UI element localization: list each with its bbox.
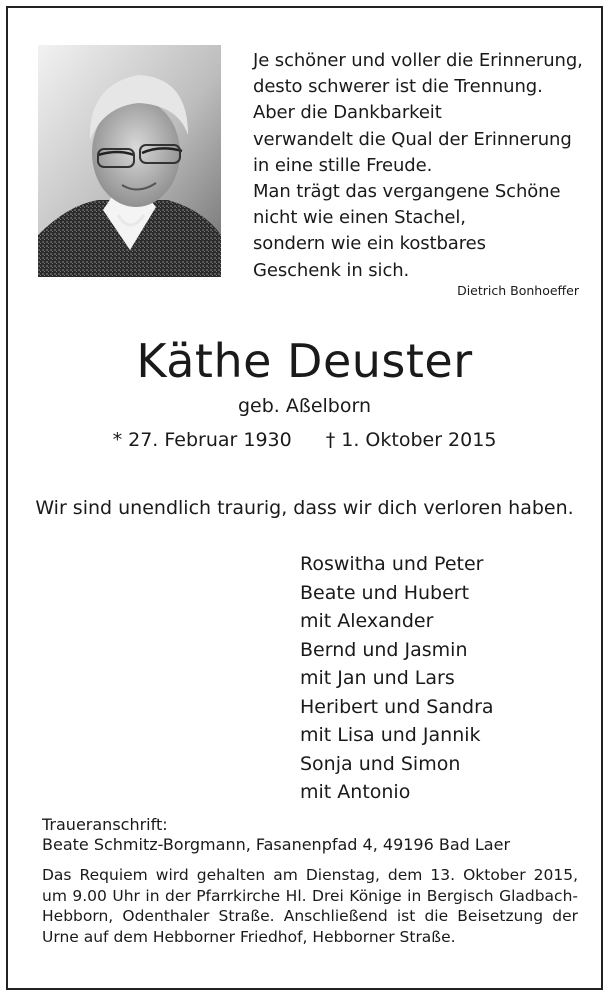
poem-line: nicht wie einen Stachel, (253, 207, 466, 229)
poem-line: verwandelt die Qual der Erinnerung (253, 128, 572, 150)
family-member: mit Lisa und Jannik (300, 724, 481, 746)
poem-line: Je schöner und voller die Erinnerung, (253, 50, 583, 71)
family-member: Heribert und Sandra (300, 695, 494, 718)
death-date: † 1. Oktober 2015 (325, 429, 497, 451)
poem-line: sondern wie ein kostbares (253, 233, 486, 255)
deceased-name: Käthe Deuster (136, 334, 473, 388)
poem-author: Dietrich Bonhoeffer (457, 283, 579, 298)
address-value: Beate Schmitz-Borgmann, Fasanenpfad 4, 49196 Bad Laer (42, 835, 511, 854)
poem-line: Geschenk in sich. (253, 259, 410, 281)
portrait-photo (38, 45, 221, 277)
life-dates (8, 429, 601, 451)
family-member: mit Jan und Lars (300, 667, 455, 689)
requiem-info: Das Requiem wird gehalten am Dienstag, dem 13. Oktober 2015, um 9.00 Uhr in der Pfarrkirche Hl. Drei Könige in Bergisch Gladbach-Hebborn, Odenthaler Straße. Anschließend ist die Beisetzung der Urne auf dem Hebborner Friedhof, Hebborner Straße. (42, 866, 578, 946)
maiden-name: geb. Aßelborn (237, 395, 372, 417)
birth-date: * 27. Februar 1930 (112, 429, 292, 451)
family-member: Roswitha und Peter (300, 553, 484, 575)
family-member: Beate und Hubert (300, 581, 470, 604)
address-label: Traueranschrift: (42, 815, 168, 834)
family-member: mit Alexander (300, 610, 434, 632)
family-member: mit Antonio (300, 781, 411, 803)
obituary-notice (8, 8, 601, 988)
memorial-poem (253, 48, 593, 284)
family-member: Bernd und Jasmin (300, 638, 468, 661)
poem-line: in eine stille Freude. (253, 154, 433, 176)
poem-line: Man trägt das vergangene Schöne (253, 181, 561, 203)
poem-line: Aber die Dankbarkeit (253, 102, 442, 124)
mourning-address (42, 815, 510, 855)
family-member: Sonja und Simon (300, 752, 461, 775)
family-list (300, 550, 494, 807)
grief-statement: Wir sind unendlich traurig, dass wir dich verloren haben. (35, 497, 574, 519)
poem-line: desto schwerer ist die Trennung. (253, 76, 543, 98)
notice-border (6, 6, 603, 990)
